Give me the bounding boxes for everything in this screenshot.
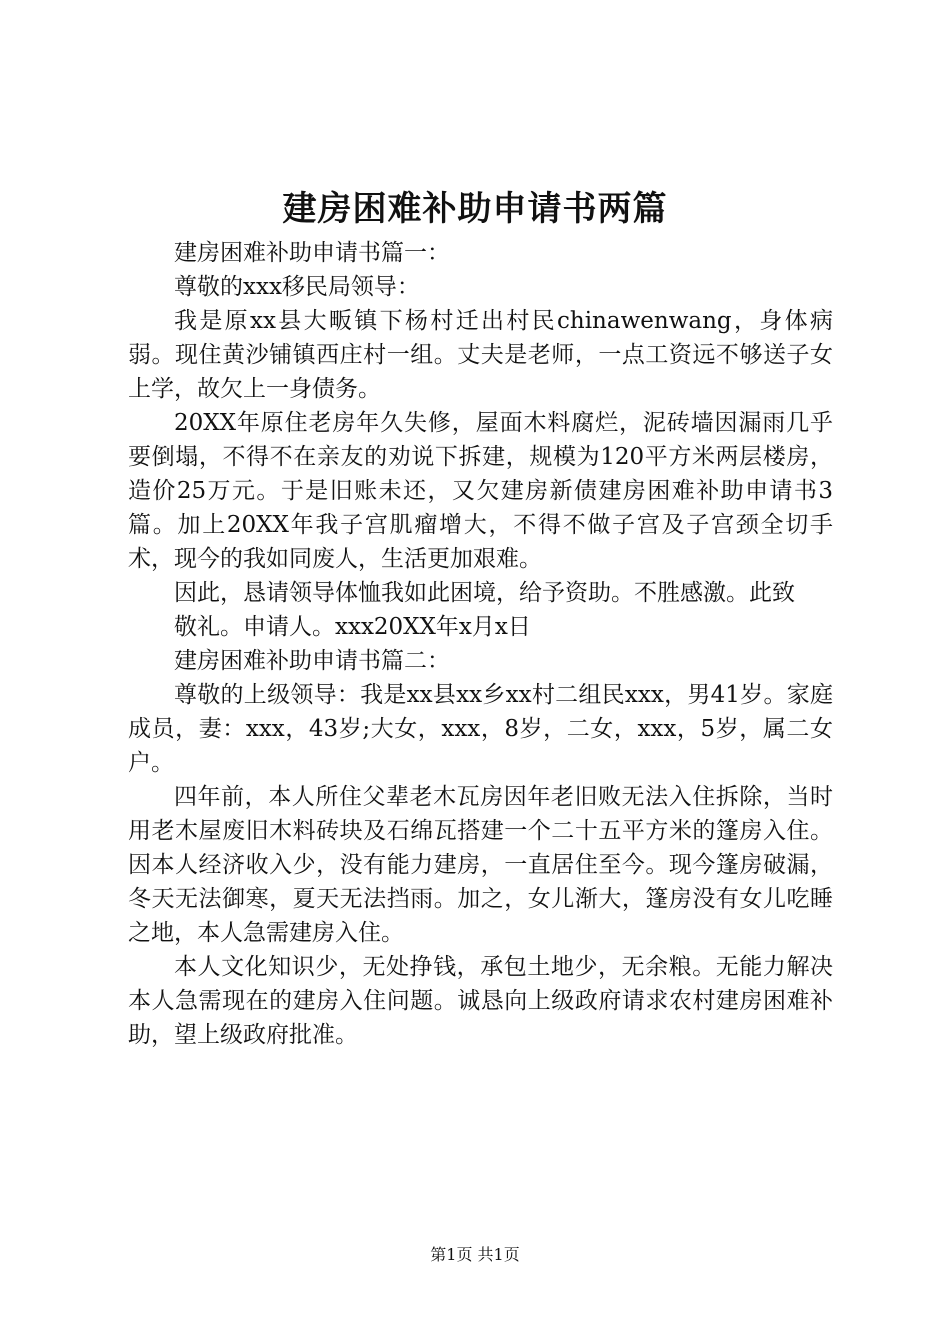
paragraph-body: 本人文化知识少，无处挣钱，承包土地少，无余粮。无能力解决本人急需现在的建房入住问题。诚恳向上级政府请求农村建房困难补助，望上级政府批准。: [128, 954, 833, 1048]
paragraph-body: 20XX年原住老房年久失修，屋面木料腐烂，泥砖墙因漏雨几乎要倒塌，不得不在亲友的劝说下拆建，规模为120平方米两层楼房，造价25万元。于是旧账未还，又欠建房新债建房困难补助申请书3篇。加上20XX年我子宫肌瘤增大，不得不做子宫及子宫颈全切手术，现今的我如同废人，生活更加艰难。: [128, 410, 833, 572]
paragraph-body: 我是原xx县大畈镇下杨村迁出村民chinawenwang，身体病弱。现住黄沙铺镇西庄村一组。丈夫是老师，一点工资远不够送子女上学，故欠上一身债务。: [128, 308, 833, 402]
paragraph-heading-part-one: 建房困难补助申请书篇一：: [174, 240, 450, 266]
document-title: 建房困难补助申请书两篇: [282, 189, 668, 229]
paragraph-body: 尊敬的上级领导：我是xx县xx乡xx村二组民xxx，男41岁。家庭成员，妻：xxx，43岁;大女，xxx，8岁，二女，xxx，5岁，属二女户。: [128, 682, 833, 776]
document-body: [128, 236, 833, 1052]
page-number-indicator: 第1页 共1页: [430, 1245, 520, 1264]
paragraph-body: 四年前，本人所住父辈老木瓦房因年老旧败无法入住拆除，当时用老木屋废旧木料砖块及石绵瓦搭建一个二十五平方米的篷房入住。因本人经济收入少，没有能力建房，一直居住至今。现今篷房破漏，冬天无法御寒，夏天无法挡雨。加之，女儿渐大，篷房没有女儿吃睡之地，本人急需建房入住。: [128, 784, 833, 946]
paragraph-heading-part-two: 建房困难补助申请书篇二：: [174, 648, 450, 674]
paragraph-closing-signature: 敬礼。申请人。xxx20XX年x月x日: [174, 614, 531, 640]
paragraph-body: 因此，恳请领导体恤我如此困境，给予资助。不胜感激。此致: [174, 580, 795, 606]
paragraph-salutation-one: 尊敬的xxx移民局领导：: [174, 274, 420, 300]
